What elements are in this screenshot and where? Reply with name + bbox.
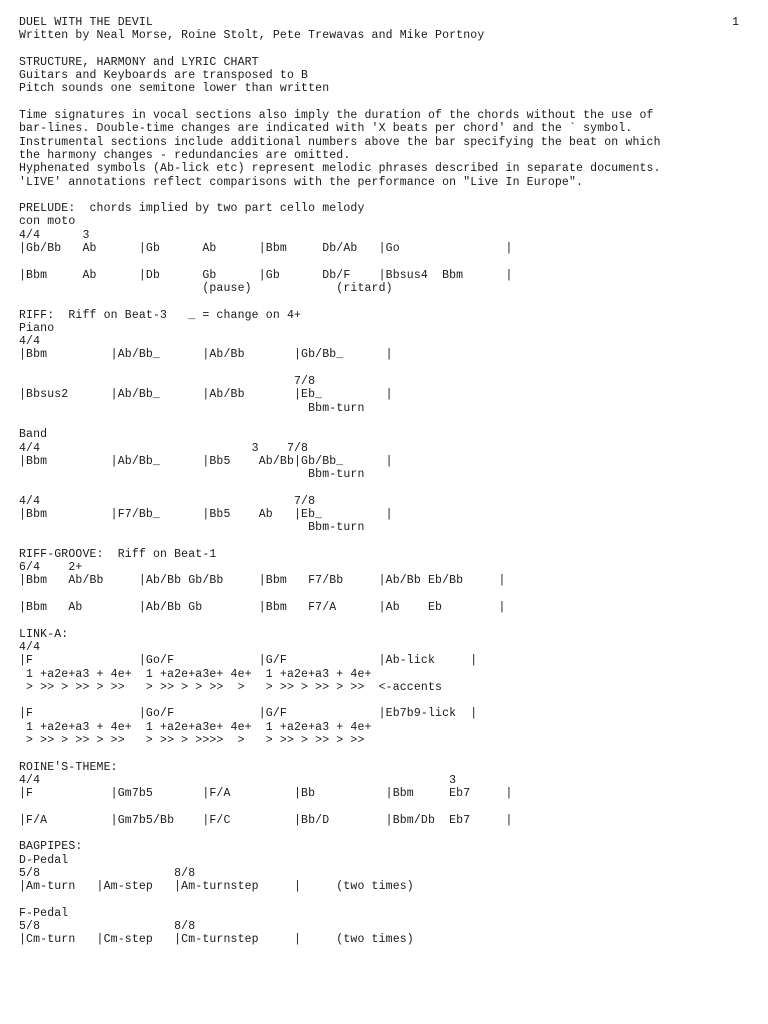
text-line: |Bbm |Ab/Bb_ |Ab/Bb |Gb/Bb_ | — [19, 348, 393, 362]
text-line: |F |Go/F |G/F |Eb7b9-lick | — [19, 707, 478, 721]
text-line: |Gb/Bb Ab |Gb Ab |Bbm Db/Ab |Go | — [19, 242, 513, 256]
text-line: 6/4 2+ — [19, 561, 83, 575]
text-line: PRELUDE: chords implied by two part cello melody — [19, 202, 365, 216]
text-line: > >> > >> > >> > >> > > >> > > >> > >> > >> <-accents — [19, 680, 443, 694]
text-line: 4/4 3 — [19, 228, 90, 242]
text-line: |Am-turn |Am-step |Am-turnstep | (two times) — [19, 880, 414, 894]
text-line: Bbm-turn — [19, 401, 365, 415]
text-line: F-Pedal — [19, 906, 69, 920]
blank-line — [19, 801, 661, 814]
blank-line — [19, 694, 661, 707]
text-line: 4/4 3 7/8 — [19, 441, 309, 455]
blank-line — [19, 43, 661, 56]
text-line: Band — [19, 428, 48, 442]
text-line: ROINE'S-THEME: — [19, 760, 118, 774]
text-line: |Bbm Ab/Bb |Ab/Bb Gb/Bb |Bbm F7/Bb |Ab/Bb Eb/Bb | — [19, 574, 506, 588]
text-line: Piano — [19, 321, 55, 335]
text-line: 5/8 8/8 — [19, 920, 196, 934]
text-line: (pause) (ritard) — [19, 281, 393, 295]
blank-line — [19, 415, 661, 428]
text-line: > >> > >> > >> > >> > >>>> > > >> > >> > >> — [19, 734, 365, 748]
text-line: STRUCTURE, HARMONY and LYRIC CHART — [19, 55, 259, 69]
blank-line — [19, 481, 661, 494]
text-line: Hyphenated symbols (Ab-lick etc) represent melodic phrases described in separate documents. — [19, 162, 661, 176]
text-line: |Bbm |F7/Bb_ |Bb5 Ab |Eb_ | — [19, 507, 393, 521]
text-line: Bbm-turn — [19, 468, 365, 482]
text-line: |F/A |Gm7b5/Bb |F/C |Bb/D |Bbm/Db Eb7 | — [19, 813, 513, 827]
chart-document — [19, 16, 661, 947]
blank-line — [19, 588, 661, 601]
text-line: Written by Neal Morse, Roine Stolt, Pete Trewavas and Mike Portnoy — [19, 29, 485, 43]
text-line: Instrumental sections include additional numbers above the bar specifying the beat on which — [19, 135, 661, 149]
text-line: RIFF-GROOVE: Riff on Beat-1 — [19, 547, 217, 561]
page-number: 1 — [732, 16, 739, 29]
text-line: 4/4 3 — [19, 773, 457, 787]
text-line: |Bbm Ab |Db Gb |Gb Db/F |Bbsus4 Bbm | — [19, 268, 513, 282]
text-line: Guitars and Keyboards are transposed to B — [19, 69, 309, 83]
text-line: 'LIVE' annotations reflect comparisons with the performance on "Live In Europe". — [19, 175, 584, 189]
blank-line — [19, 894, 661, 907]
blank-line — [19, 189, 661, 202]
text-line: |F |Gm7b5 |F/A |Bb |Bbm Eb7 | — [19, 787, 513, 801]
text-line: Pitch sounds one semitone lower than written — [19, 82, 330, 96]
text-line: 1 +a2e+a3 + 4e+ 1 +a2e+a3e+ 4e+ 1 +a2e+a3 + 4e+ — [19, 720, 372, 734]
blank-line — [19, 827, 661, 840]
blank-line — [19, 362, 661, 375]
text-line: the harmony changes - redundancies are omitted. — [19, 148, 351, 162]
text-line: DUEL WITH THE DEVIL — [19, 16, 153, 29]
text-line: 5/8 8/8 — [19, 867, 196, 880]
text-line: |Bbsus2 |Ab/Bb_ |Ab/Bb |Eb_ | — [19, 388, 393, 402]
text-line: |Bbm Ab |Ab/Bb Gb |Bbm F7/A |Ab Eb | — [19, 601, 506, 615]
text-line: BAGPIPES: — [19, 840, 83, 854]
text-line: Bbm-turn — [19, 521, 365, 535]
text-line: RIFF: Riff on Beat-3 _ = change on 4+ — [19, 308, 302, 322]
text-line: 4/4 — [19, 335, 41, 349]
text-line: 7/8 — [19, 375, 316, 389]
text-line: 1 +a2e+a3 + 4e+ 1 +a2e+a3e+ 4e+ 1 +a2e+a3 + 4e+ — [19, 667, 372, 681]
text-line: LINK-A: — [19, 627, 69, 641]
blank-line — [19, 535, 661, 548]
text-line: D-Pedal — [19, 853, 69, 867]
blank-line — [19, 614, 661, 627]
text-line: 4/4 7/8 — [19, 494, 316, 508]
text-line: Time signatures in vocal sections also imply the duration of the chords without the use of — [19, 109, 654, 123]
text-line: |F |Go/F |G/F |Ab-lick | — [19, 654, 478, 668]
text-line: con moto — [19, 215, 76, 229]
blank-line — [19, 295, 661, 308]
text-line: |Cm-turn |Cm-step |Cm-turnstep | (two times) — [19, 933, 414, 947]
text-line: bar-lines. Double-time changes are indicated with 'X beats per chord' and the ` symbol. — [19, 122, 633, 136]
blank-line — [19, 747, 661, 760]
text-line: 4/4 — [19, 640, 41, 654]
blank-line — [19, 255, 661, 268]
text-line: |Bbm |Ab/Bb_ |Bb5 Ab/Bb|Gb/Bb_ | — [19, 454, 393, 468]
blank-line — [19, 96, 661, 109]
